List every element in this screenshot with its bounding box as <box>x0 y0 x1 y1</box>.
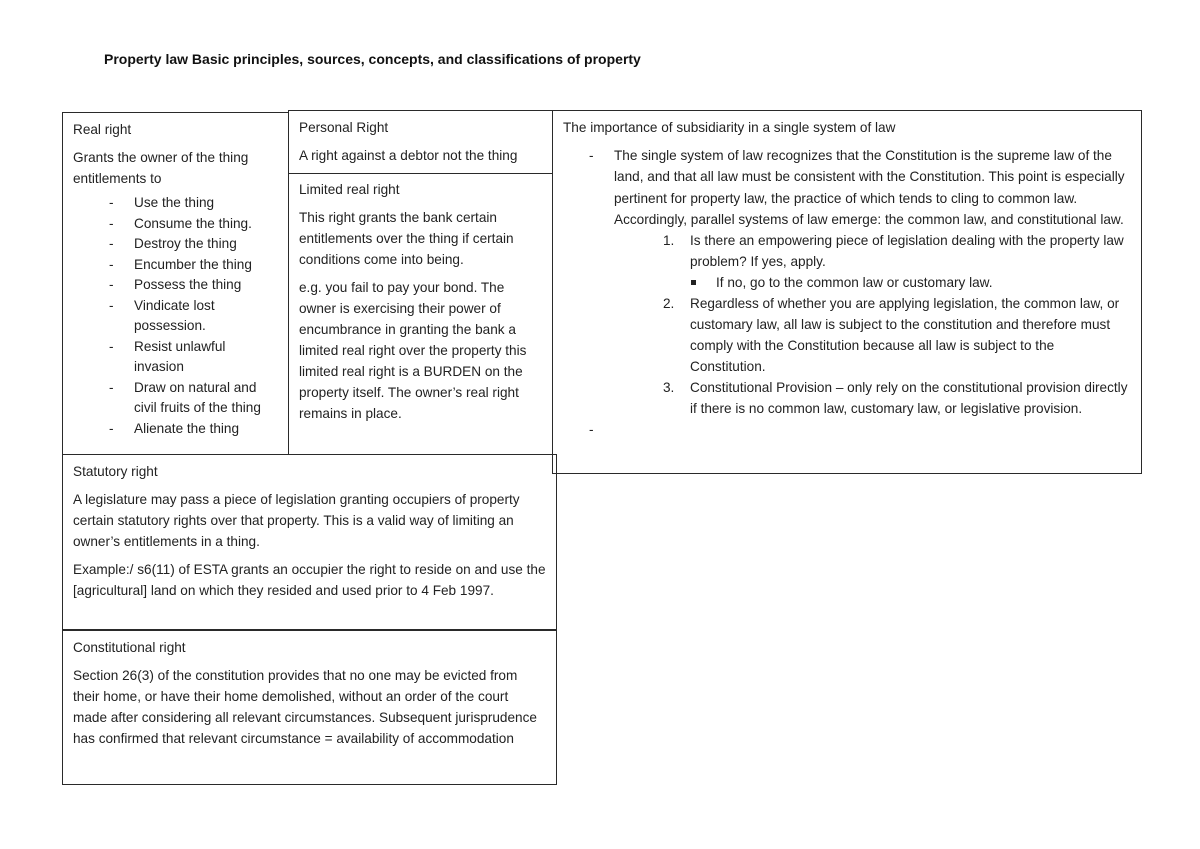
step-text: Is there an empowering piece of legislation dealing with the property law problem? If yes, apply. <box>690 233 1124 270</box>
list-item: - Resist unlawful invasion <box>73 337 278 378</box>
list-item: - Destroy the thing <box>73 234 278 255</box>
list-item: - Alienate the thing <box>73 419 278 440</box>
list-item: If no, go to the common law or customary law. <box>563 272 1131 293</box>
list-item: - Possess the thing <box>73 275 278 296</box>
constitutional-right-box <box>62 630 557 785</box>
subsidiarity-bullet-text: The single system of law recognizes that the Constitution is the supreme law of the land, and that all law must be consistent with the Constitution. This point is especially pertinent for property law, the practice of which tends to cling to common law. Accordingly, parallel systems of law emerge: the common law, and constitutional law. <box>614 148 1125 227</box>
list-item <box>563 377 1131 419</box>
step-text: Regardless of whether you are applying legislation, the common law, or customary law, all law is subject to the constitution and therefore must comply with the Constitution because all law is subject to the Constitution. <box>690 296 1120 375</box>
list-item <box>563 145 1131 230</box>
personal-right-box <box>288 110 553 174</box>
list-item: - Use the thing <box>73 193 278 214</box>
subsidiarity-heading: The importance of subsidiarity in a single system of law <box>563 120 896 135</box>
limited-real-right-heading: Limited real right <box>299 182 400 197</box>
step-number: 3. <box>663 380 675 396</box>
subsidiarity-steps <box>563 230 1131 272</box>
list-item: - Consume the thing. <box>73 214 278 235</box>
list-item: - Vindicate lost possession. <box>73 296 278 337</box>
list-item <box>563 293 1131 377</box>
list-item: - Draw on natural and civil fruits of the thing <box>73 378 278 419</box>
step-number: 1. <box>663 233 675 249</box>
real-right-intro: Grants the owner of the thing entitlements to <box>73 150 249 186</box>
real-right-box <box>62 112 289 455</box>
real-right-list <box>73 193 278 439</box>
real-right-heading: Real right <box>73 122 132 137</box>
subsidiarity-list <box>563 145 1131 230</box>
statutory-right-p1: A legislature may pass a piece of legislation granting occupiers of property certain statutory rights over that property. This is a valid way of limiting an owner’s entitlements in a thing. <box>73 492 520 549</box>
subsidiarity-box <box>552 110 1142 474</box>
statutory-right-p2: Example:/ s6(11) of ESTA grants an occupier the right to reside on and use the [agricultural] land on which they resided and used prior to 4 Feb 1997. <box>73 562 546 598</box>
list-item: - Encumber the thing <box>73 255 278 276</box>
step-text: Constitutional Provision – only rely on the constitutional provision directly if there is no common law, customary law, or legislative provision. <box>690 380 1128 417</box>
step-number: 2. <box>663 296 675 312</box>
constitutional-right-heading: Constitutional right <box>73 640 186 655</box>
list-item <box>563 230 1131 272</box>
limited-real-right-p1: This right grants the bank certain entitlements over the thing if certain conditions come into being. <box>299 210 514 267</box>
constitutional-right-p1: Section 26(3) of the constitution provides that no one may be evicted from their home, or have their home demolished, without an order of the court made after considering all relevant circumstances. Subsequent jurisprudence has confirmed that relevant circumstance = availability of accommodation <box>73 668 537 746</box>
statutory-right-heading: Statutory right <box>73 464 158 479</box>
limited-real-right-box <box>288 174 553 455</box>
personal-right-text: A right against a debtor not the thing <box>299 148 518 163</box>
personal-right-heading: Personal Right <box>299 120 389 135</box>
subsidiarity-sub-list <box>563 272 1131 293</box>
statutory-right-box <box>62 454 557 630</box>
limited-real-right-p2: e.g. you fail to pay your bond. The owner is exercising their power of encumbrance in granting the bank a limited real right over the property this limited real right is a BURDEN on the property itself. The owner’s real right remains in place. <box>299 280 527 421</box>
page-title: Property law Basic principles, sources, concepts, and classifications of property <box>104 51 641 67</box>
subsidiarity-steps-continued <box>563 293 1131 419</box>
